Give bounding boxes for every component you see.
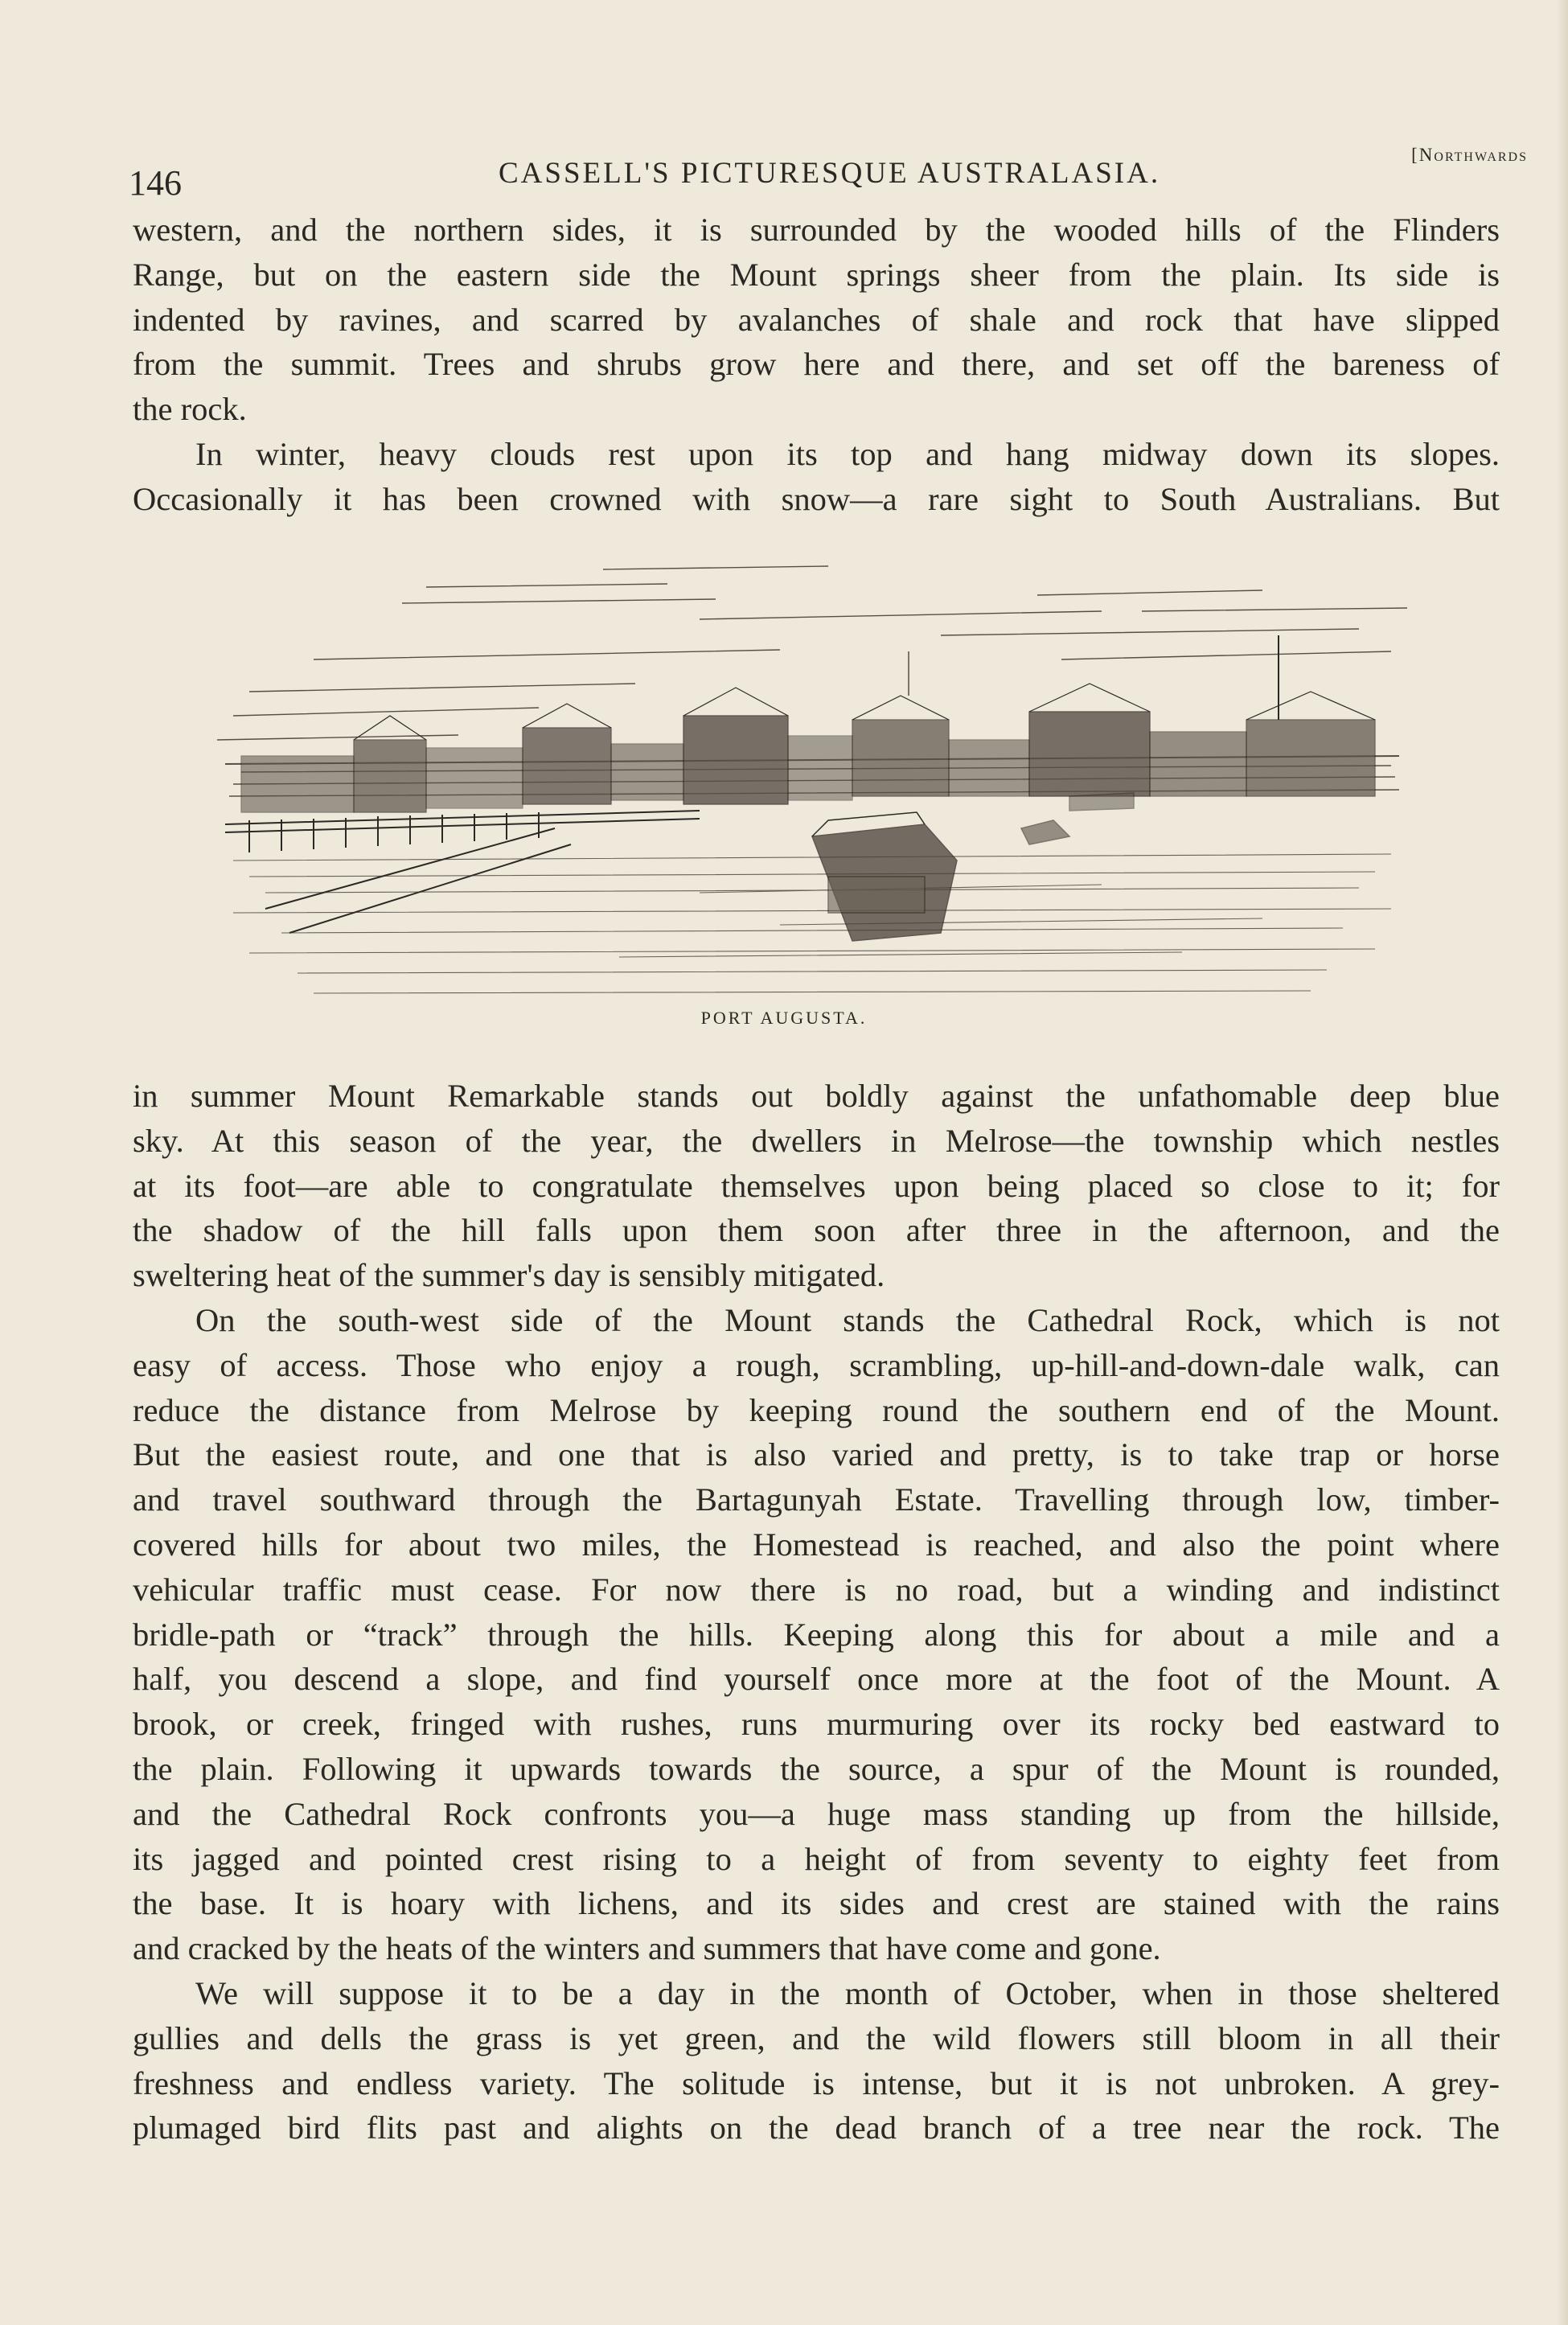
port-augusta-illustration <box>217 555 1407 1005</box>
figure-caption: PORT AUGUSTA. <box>700 1008 868 1028</box>
text-line: Occasionally it has been crowned with snow—a rare sight to South Australians. But <box>133 480 1500 517</box>
text-line: We will suppose it to be a day in the month of October, when in those sheltered <box>195 1974 1500 2011</box>
text-block-bottom <box>133 1074 1500 2150</box>
text-line: But the easiest route, and one that is also varied and pretty, is to take trap or horse <box>133 1436 1500 1473</box>
engraving-image <box>217 555 1407 1005</box>
text-line: vehicular traffic must cease. For now there is no road, but a winding and indistinct <box>133 1571 1500 1608</box>
page-number: 146 <box>129 163 182 203</box>
text-line: bridle-path or “track” through the hills. Keeping along this for about a mile and a <box>133 1616 1500 1653</box>
section-marker: [Northwards <box>1411 145 1528 165</box>
text-line: the plain. Following it upwards towards the source, a spur of the Mount is rounded, <box>133 1750 1500 1787</box>
text-line: In winter, heavy clouds rest upon its top and hang midway down its slopes. <box>195 435 1500 472</box>
text-line: its jagged and pointed crest rising to a height of from seventy to eighty feet from <box>133 1840 1500 1877</box>
text-line: the shadow of the hill falls upon them soon after three in the afternoon, and the <box>133 1212 1500 1249</box>
text-line: the base. It is hoary with lichens, and its sides and crest are stained with the rains <box>133 1885 1500 1922</box>
text-line: and travel southward through the Bartagunyah Estate. Travelling through low, timber- <box>133 1481 1500 1518</box>
text-line: and the Cathedral Rock confronts you—a huge mass standing up from the hillside, <box>133 1795 1500 1832</box>
text-line: western, and the northern sides, it is surrounded by the wooded hills of the Flinders <box>133 212 1500 248</box>
text-line: at its foot—are able to congratulate themselves upon being placed so close to it; for <box>133 1167 1500 1204</box>
text-line: from the summit. Trees and shrubs grow here and there, and set off the bareness of <box>133 346 1500 383</box>
text-line: Range, but on the eastern side the Mount springs sheer from the plain. Its side is <box>133 256 1500 293</box>
page-edge <box>1557 0 1568 2325</box>
text-block-top <box>133 207 1500 522</box>
text-line: covered hills for about two miles, the Homestead is reached, and also the point where <box>133 1526 1500 1563</box>
text-line: gullies and dells the grass is yet green, and the wild flowers still bloom in all their <box>133 2019 1500 2056</box>
text-line: sweltering heat of the summer's day is sensibly mitigated. <box>133 1257 885 1294</box>
text-line: plumaged bird flits past and alights on the dead branch of a tree near the rock. The <box>133 2109 1500 2146</box>
text-line: in summer Mount Remarkable stands out boldly against the unfathomable deep blue <box>133 1078 1500 1114</box>
text-line: sky. At this season of the year, the dwellers in Melrose—the township which nestles <box>133 1122 1500 1159</box>
text-line: easy of access. Those who enjoy a rough, scrambling, up-hill-and-down-dale walk, can <box>133 1346 1500 1383</box>
running-title: CASSELL'S PICTURESQUE AUSTRALASIA. <box>499 157 1161 190</box>
text-line: brook, or creek, fringed with rushes, runs murmuring over its rocky bed eastward to <box>133 1706 1500 1743</box>
page-header <box>129 145 1528 203</box>
text-line: half, you descend a slope, and find yourself once more at the foot of the Mount. A <box>133 1661 1500 1698</box>
text-line: indented by ravines, and scarred by avalanches of shale and rock that have slipped <box>133 301 1500 338</box>
text-line: On the south-west side of the Mount stands the Cathedral Rock, which is not <box>195 1301 1500 1338</box>
text-line: reduce the distance from Melrose by keeping round the southern end of the Mount. <box>133 1391 1500 1428</box>
text-line: freshness and endless variety. The solitude is intense, but it is not unbroken. A grey- <box>133 2064 1500 2101</box>
text-line: and cracked by the heats of the winters and summers that have come and gone. <box>133 1930 1161 1967</box>
text-line: the rock. <box>133 391 247 428</box>
